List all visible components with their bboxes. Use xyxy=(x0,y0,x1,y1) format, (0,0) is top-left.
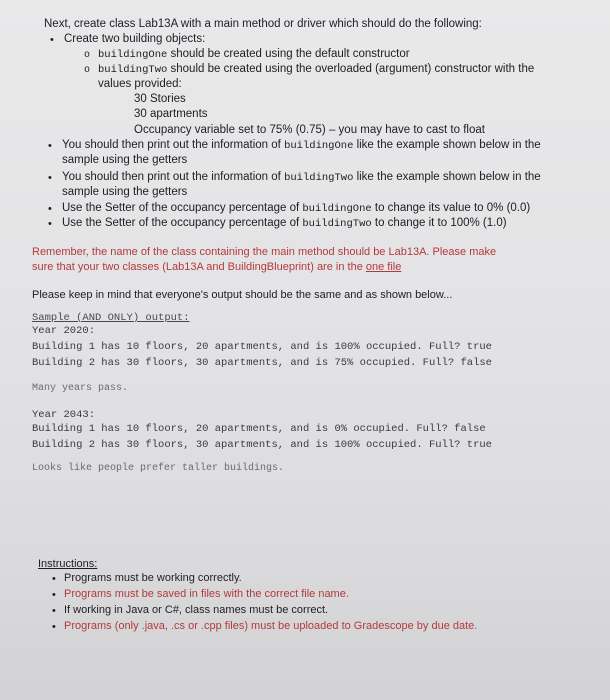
sub-item xyxy=(98,48,410,61)
item-text: to change its value to 0% (0.0) xyxy=(371,202,531,214)
remember-line xyxy=(32,261,401,273)
bullet-dot: • xyxy=(48,218,52,230)
list-item: Create two building objects: xyxy=(64,33,206,45)
sub-item-cont: values provided: xyxy=(98,78,182,90)
bullet-dot: • xyxy=(52,589,56,601)
instruction-item: Programs must be working correctly. xyxy=(64,572,242,584)
bullet-dot: • xyxy=(52,605,56,617)
item-text: like the example shown below in the xyxy=(353,171,541,183)
code-span: buildingTwo xyxy=(98,64,168,76)
bullet-dot: • xyxy=(50,34,54,46)
sample-header xyxy=(32,312,190,324)
list-item xyxy=(62,202,530,215)
sub-bullet: o xyxy=(84,65,91,76)
sub-text: should be created using the default constructor xyxy=(167,48,410,60)
item-text: Use the Setter of the occupancy percentage of xyxy=(62,202,303,214)
sub-text: should be created using the overloaded (argument) constructor with the xyxy=(167,63,535,75)
sample-header-text: Sample (AND ONLY) output: xyxy=(32,312,190,324)
code-span: buildingOne xyxy=(302,203,372,215)
sample-line: Building 2 has 30 floors, 30 apartments, and is 75% occupied. Full? false xyxy=(32,357,492,369)
list-item xyxy=(62,171,541,184)
remember-text: sure that your two classes (Lab13A and BuildingBlueprint) are in the xyxy=(32,261,366,273)
sample-line: Many years pass. xyxy=(32,383,129,394)
item-text: to change it to 100% (1.0) xyxy=(371,217,507,229)
sub-item xyxy=(98,63,534,76)
code-span: buildingOne xyxy=(284,140,354,152)
list-item-cont: sample using the getters xyxy=(62,154,188,166)
sample-line: Building 1 has 10 floors, 20 apartments, and is 100% occupied. Full? true xyxy=(32,341,492,353)
value-line: 30 Stories xyxy=(134,93,186,105)
item-text: like the example shown below in the xyxy=(353,139,541,151)
keep-line: Please keep in mind that everyone's output should be the same and as shown below... xyxy=(32,289,453,301)
code-span: buildingTwo xyxy=(284,172,354,184)
item-text: You should then print out the information of xyxy=(62,171,285,183)
item-text: Use the Setter of the occupancy percentage of xyxy=(62,217,303,229)
sample-line: Building 2 has 30 floors, 30 apartments, and is 100% occupied. Full? true xyxy=(32,439,492,451)
bullet-dot: • xyxy=(52,573,56,585)
instruction-item: If working in Java or C#, class names must be correct. xyxy=(64,604,329,616)
list-item xyxy=(62,139,541,152)
list-item-cont: sample using the getters xyxy=(62,186,188,198)
sample-line: Looks like people prefer taller buildings. xyxy=(32,463,285,474)
value-line: Occupancy variable set to 75% (0.75) – you may have to cast to float xyxy=(134,124,485,136)
bullet-dot: • xyxy=(48,203,52,215)
sub-bullet: o xyxy=(84,50,91,61)
code-span: buildingOne xyxy=(98,49,168,61)
sample-line: Building 1 has 10 floors, 20 apartments, and is 0% occupied. Full? false xyxy=(32,423,486,435)
instruction-item: Programs (only .java, .cs or .cpp files) must be uploaded to Gradescope by due date. xyxy=(64,620,478,632)
sample-line: Year 2043: xyxy=(32,409,96,421)
instructions-title: Instructions: xyxy=(38,558,98,570)
remember-line: Remember, the name of the class containing the main method should be Lab13A. Please make xyxy=(32,246,497,258)
list-item xyxy=(62,217,507,230)
instruction-item: Programs must be saved in files with the correct file name. xyxy=(64,588,349,600)
value-line: 30 apartments xyxy=(134,108,208,120)
bullet-dot: • xyxy=(48,172,52,184)
item-text: You should then print out the information of xyxy=(62,139,285,151)
code-span: buildingTwo xyxy=(302,218,372,230)
bullet-dot: • xyxy=(52,621,56,633)
underlined-text: one file xyxy=(365,261,402,273)
bullet-dot: • xyxy=(48,140,52,152)
intro-line: Next, create class Lab13A with a main method or driver which should do the following: xyxy=(44,18,482,30)
sample-line: Year 2020: xyxy=(32,325,96,337)
